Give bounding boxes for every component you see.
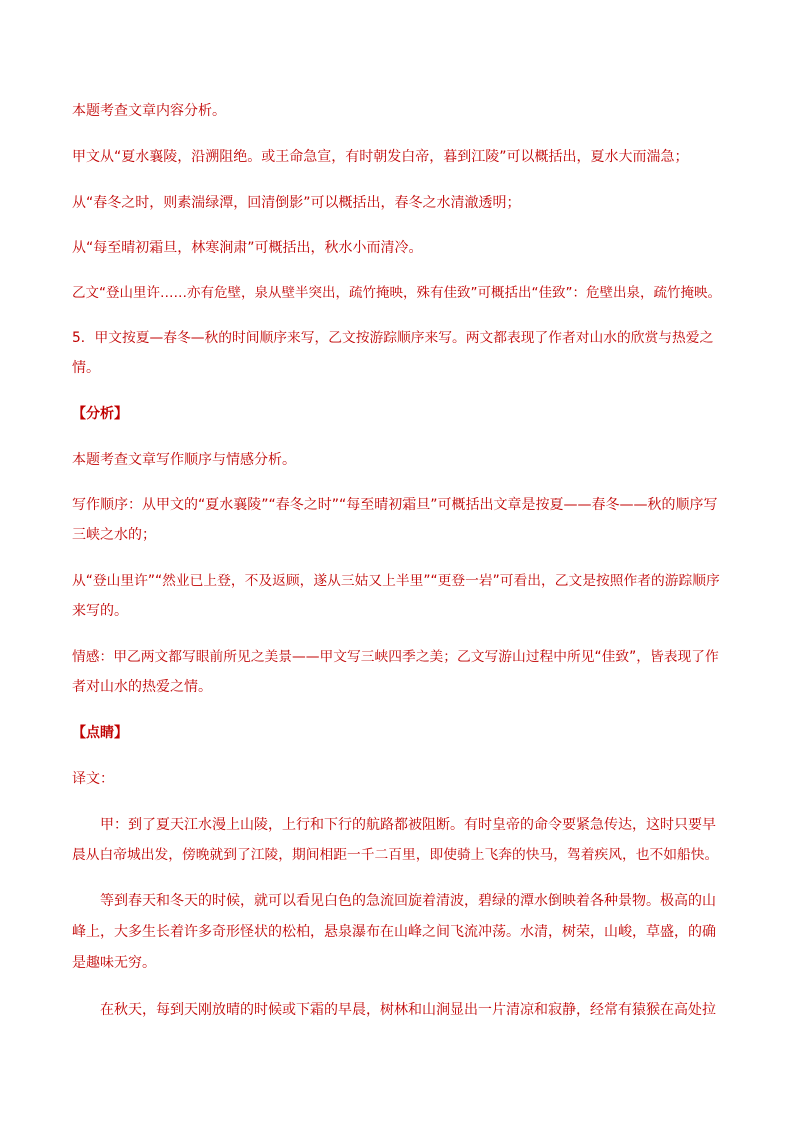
paragraph-line: 从“春冬之时，则素湍绿潭，回清倒影”可以概括出，春冬之水清澈透明； [72,195,521,211]
paragraph-line: 译文： [72,771,114,787]
paragraph-line: 情。 [72,360,100,376]
paragraph-line: 者对山水的热爱之情。 [72,679,212,695]
paragraph-line: 三峡之水的； [72,527,156,543]
paragraph-line: 等到春天和冬天的时候，就可以看见白色的急流回旋着清波，碧绿的潭水倒映着各种景物。极高的山 [100,893,716,909]
section-heading-analysis: 【分析】 [72,406,128,422]
paragraph-line: 在秋天，每到天刚放晴的时候或下霜的早晨，树林和山涧显出一片清凉和寂静，经常有猿猴在高处拉 [100,1002,716,1018]
paragraph-line: 是趣味无穷。 [72,955,156,971]
paragraph-line: 5．甲文按夏—春冬—秋的时间顺序来写，乙文按游踪顺序来写。两文都表现了作者对山水的欣赏与热爱之 [72,330,714,346]
paragraph-line: 情感：甲乙两文都写眼前所见之美景——甲文写三峡四季之美；乙文写游山过程中所见“佳致”，皆表现了作 [72,649,719,665]
paragraph-line: 从“登山里许”“然业已上登，不及返顾，遂从三姑又上半里”“更登一岩”可看出，乙文是按照作者的游踪顺序 [72,573,720,589]
paragraph-line: 甲文从“夏水襄陵，沿溯阻绝。或王命急宣，有时朝发白帝，暮到江陵”可以概括出，夏水大而湍急； [72,149,689,165]
paragraph-line: 本题考查文章内容分析。 [72,103,226,119]
paragraph-line: 来写的。 [72,603,128,619]
paragraph-line: 峰上，大多生长着许多奇形怪状的松柏，悬泉瀑布在山峰之间飞流冲荡。水清，树荣，山峻，草盛，的确 [72,924,716,940]
paragraph-line: 乙文“登山里许……亦有危壁，泉从壁半突出，疏竹掩映，殊有佳致”可概括出“佳致”：危壁出泉，疏竹掩映。 [72,285,721,301]
paragraph-line: 从“每至晴初霜旦，林寒涧肃”可概括出，秋水小而清冷。 [72,240,423,256]
paragraph-line: 写作顺序：从甲文的“夏水襄陵”“春冬之时”“每至晴初霜旦”可概括出文章是按夏——春冬——秋的顺序写 [72,497,718,513]
paragraph-line: 甲：到了夏天江水漫上山陵，上行和下行的航路都被阻断。有时皇帝的命令要紧急传达，这时只要早 [100,817,716,833]
paragraph-line: 晨从白帝城出发，傍晚就到了江陵，期间相距一千二百里，即使骑上飞奔的快马，驾着疾风，也不如船快。 [72,847,719,863]
paragraph-line: 本题考查文章写作顺序与情感分析。 [72,452,296,468]
section-heading-highlight: 【点睛】 [72,725,128,741]
